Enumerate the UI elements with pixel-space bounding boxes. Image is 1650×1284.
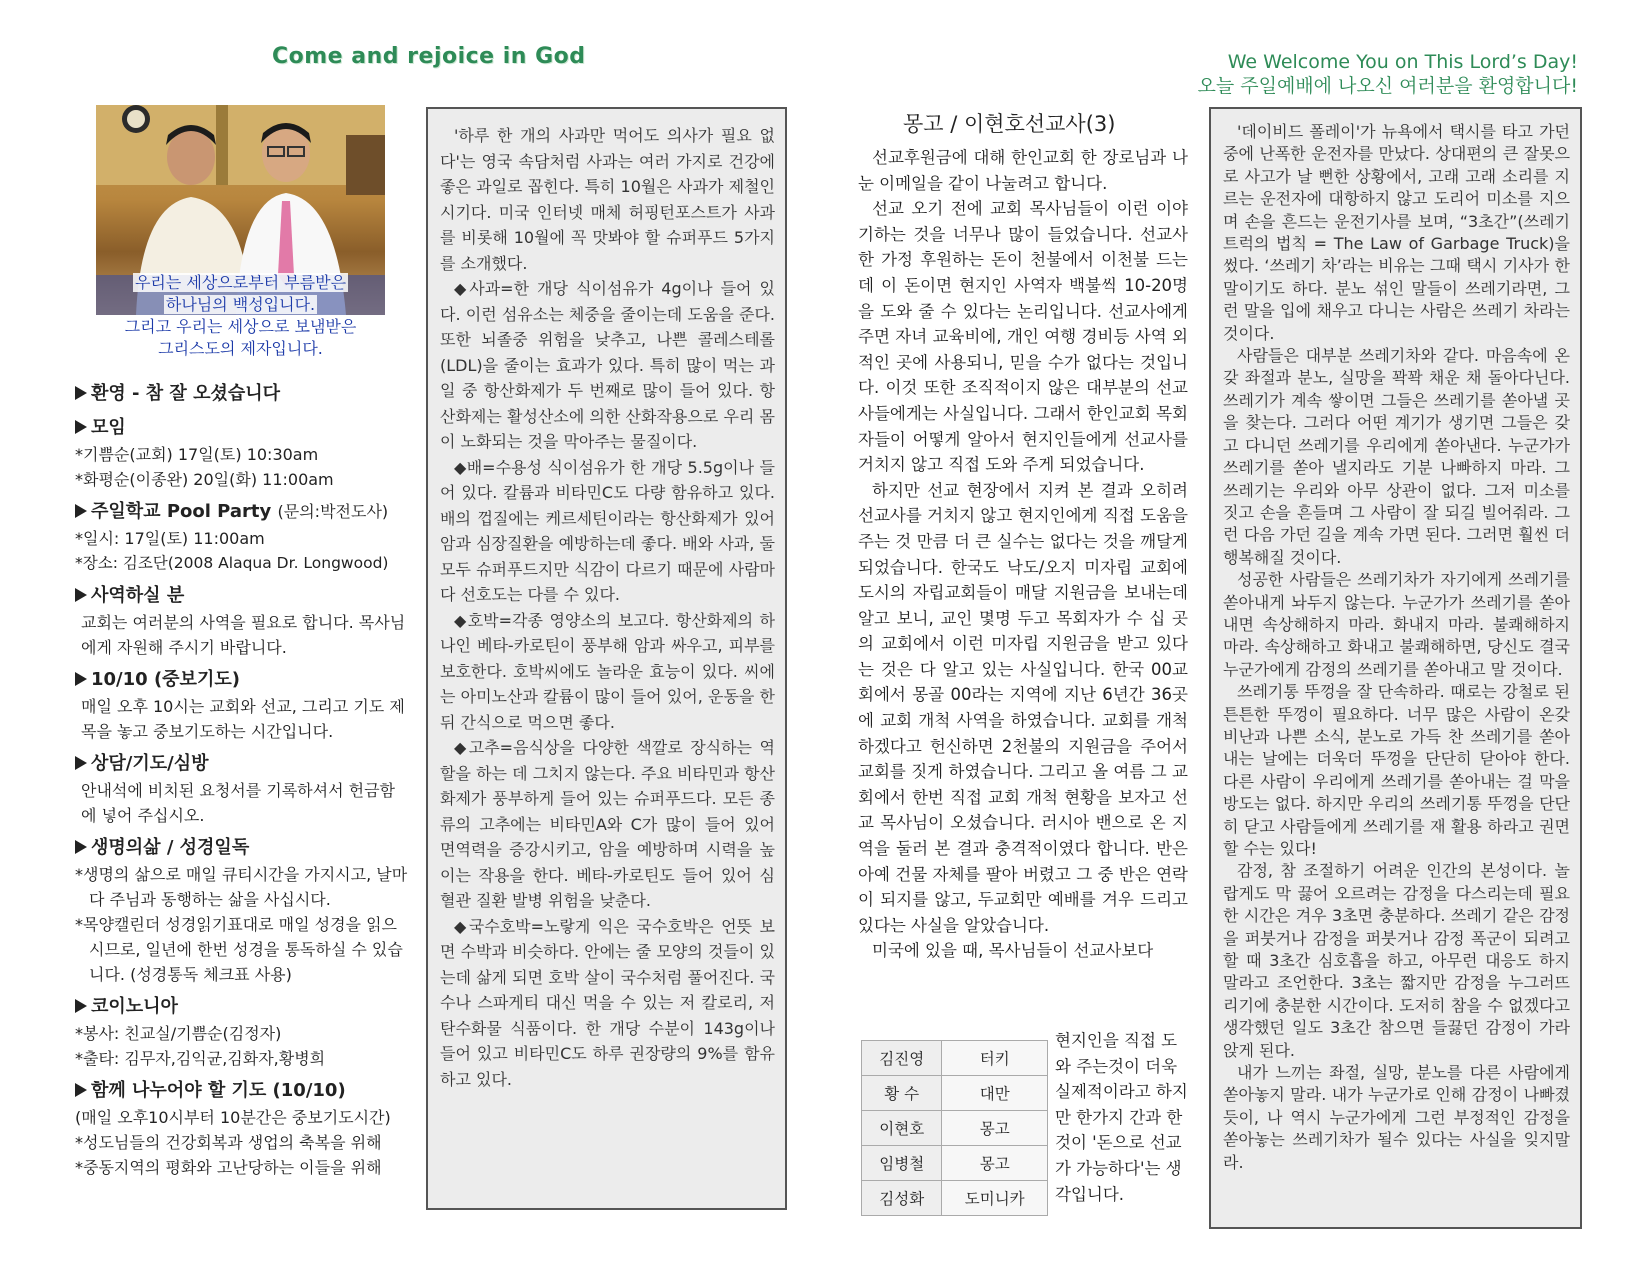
missionary-name: 이현호 <box>862 1111 942 1146</box>
meeting-heading: 모임 <box>75 414 410 442</box>
article-paragraph: ◆고추=음식상을 다양한 색깔로 장식하는 역할을 하는 데 그치지 않는다. 주요 비타민과 항산화제가 풍부하게 들어 있는 슈퍼푸드다. 모든 종류의 고추에는 비타민A와 C가 많이 들어 있어 면역력을 증강시키고, 암을 예방하며 시력을 높이는 작용을 한다. 베타-카로틴도 들어 있어 심혈관 질환 발병 위험을 낮춘다. <box>440 738 775 910</box>
bible-item: *생명의 삶으로 매일 큐티시간을 가지시고, 날마다 주님과 동행하는 삶을 사십시다. <box>75 865 408 909</box>
prayer-1010-text: 매일 오후 10시는 교회와 선교, 그리고 기도 제목을 놓고 중보기도하는 시간입니다. <box>81 697 405 741</box>
article-paragraph: ◆배=수용성 식이섬유가 한 개당 5.5g이나 들어 있다. 칼륨과 비타민C도 다량 함유하고 있다. 배의 껍질에는 케르세틴이라는 항산화제가 있어 암과 심장질환을 예방하는데 좋다. 배와 사과, 둘 모두 슈퍼푸드지만 식감이 다르기 때문에 사람마다 선호도는 다를 수 있다. <box>440 457 775 604</box>
superfood-article-box <box>426 107 787 1210</box>
triangle-bullet-icon <box>75 756 87 770</box>
bible-heading: 생명의삶 / 성경일독 <box>75 834 410 862</box>
caption-line: 하나님의 백성입니다. <box>165 295 316 314</box>
article-paragraph: 내가 느끼는 좌절, 실망, 분노를 다른 사람에게 쏟아놓지 말라. 내가 누군가로 인해 감정이 나빠졌듯이, 나 역시 누군가에게 그런 부정적인 감정을 쏟아놓는 쓰레기차가 될수 있다는 사실을 잊지말라. <box>1223 1063 1570 1172</box>
welcome-heading: 환영 - 참 잘 오셨습니다 <box>75 380 410 408</box>
pool-party-item: *일시: 17일(토) 11:00am <box>75 529 265 548</box>
missionary-country: 도미니카 <box>942 1181 1048 1216</box>
koinonia-heading: 코이노니아 <box>75 993 410 1021</box>
caption-line: 그리고 우리는 세상으로 보냄받은 <box>124 317 357 336</box>
triangle-bullet-icon <box>75 840 87 854</box>
triangle-bullet-icon <box>75 386 87 400</box>
header-welcome <box>1197 50 1578 98</box>
missionary-name: 김진영 <box>862 1041 942 1076</box>
article-paragraph: ◆국수호박=노랗게 익은 국수호박은 언뜻 보면 수박과 비슷하다. 안에는 줄 모양의 것들이 있는데 삶게 되면 호박 살이 국수처럼 풀어진다. 국수나 스파게티 대신 먹을 수 있는 저 칼로리, 저 탄수화물 식품이다. 한 개당 수분이 143g이나 들어 있고 비타민C도 하루 권장량의 9%를 함유하고 있다. <box>440 916 775 1089</box>
meeting-item: *화평순(이종완) 20일(화) 11:00am <box>75 470 334 489</box>
table-row <box>862 1076 1048 1111</box>
pool-party-heading: 주일학교 Pool Party (문의:박전도사) <box>75 498 410 526</box>
koinonia-item: *봉사: 친교실/기쁨순(김정자) <box>75 1024 282 1043</box>
table-row <box>862 1181 1048 1216</box>
letter-tail: 현지인을 직접 도와 주는것이 더욱 실제적이라고 하지만 한가지 간과 한 것이 '돈으로 선교가 가능하다'는 생각입니다. <box>1055 1031 1188 1204</box>
ministry-text: 교회는 여러분의 사역을 필요로 합니다. 목사님에게 자원해 주시기 바랍니다. <box>81 613 406 657</box>
table-row <box>862 1111 1048 1146</box>
shared-prayer-item: *중동지역의 평화와 고난당하는 이들을 위해 <box>75 1158 382 1177</box>
missionary-country: 몽고 <box>942 1146 1048 1181</box>
garbage-truck-article-box <box>1209 107 1582 1229</box>
caption-line: 그리스도의 제자입니다. <box>158 339 323 358</box>
letter-paragraph: 미국에 있을 때, 목사님들이 선교사보다 <box>872 941 1154 961</box>
header-left-title: Come and rejoice in God <box>272 44 586 69</box>
letter-paragraph: 하지만 선교 현장에서 지켜 본 결과 오히려 선교사를 거치지 않고 현지인에게 직접 도움을 주는 것 만큼 더 큰 실수는 없다는 것을 깨달게 되었습니다. 한국도 낙도/오지 미자립 교회에 도시의 자립교회들이 매달 지원금을 보내는데 알고 보니, 교인 몇명 두고 목회자가 수 십 곳의 교회에서 이런 미자립 지원금을 받고 있다는 것은 다 알고 있는 사실입니다. 한국 00교회에서 몽골 00라는 지역에 지난 6년간 36곳에 교회 개척 사역을 하였습니다. 교회를 개척하겠다고 헌신하면 2천불의 지원금을 주어서 교회를 짓게 하였습니다. 그리고 올 여름 그 교회에서 한번 직접 교회 개척 현황을 보자고 선교 목사님이 오셨습니다. 러시아 밴으로 온 지역을 둘러 본 결과 충격적이였다 합니다. 반은 아예 건물 자체를 팔아 버렸고 그 중 반은 연락이 되지를 않고, 두교회만 예배를 겨우 드리고 있다는 사실을 알았습니다. <box>858 480 1188 935</box>
header-welcome-ko: 오늘 주일예배에 나오신 여러분을 환영합니다! <box>1197 75 1578 97</box>
missionary-country: 대만 <box>942 1076 1048 1111</box>
header-welcome-en: We Welcome You on This Lord’s Day! <box>1227 51 1578 73</box>
bible-item: *목양캘린더 성경읽기표대로 매일 성경을 읽으시므로, 일년에 한번 성경을 통독하실 수 있습니다. (성경통독 체크표 사용) <box>75 915 403 984</box>
caption-line: 우리는 세상으로부터 부름받은 <box>134 273 347 292</box>
shared-prayer-heading: 함께 나누어야 할 기도 (10/10) <box>75 1077 410 1105</box>
photo-caption <box>96 272 385 360</box>
meeting-item: *기쁨순(교회) 17일(토) 10:30am <box>75 445 319 464</box>
missionary-title: 몽고 / 이현호선교사(3) <box>903 112 1116 136</box>
letter-paragraph: 선교후원금에 대해 한인교회 한 장로님과 나눈 이메일을 같이 나눌려고 합니다. <box>858 148 1188 193</box>
article-paragraph: '데이비드 폴레이'가 뉴욕에서 택시를 타고 가던 중에 난폭한 운전자를 만났다. 상대편의 큰 잘못으로 사고가 날 뻔한 상황에서, 고래 고래 소리를 지르는 운전자에 대항하지 않고 도리어 미소를 지으며 손을 흔드는 운전기사를 보며, “3초간”(쓰레기 트럭의 법칙 = The Law of Garbage Truck)을 썼다. ‘쓰레기 차’라는 비유는 그때 택시 기사가 한 말이기도 하다. 분노 섞인 말들이 쓰레기라면, 그런 말을 입에 채우고 다니는 사람은 쓰레기 차라는 것이다. <box>1223 122 1570 343</box>
missionary-letter <box>858 145 1188 964</box>
ministry-heading: 사역하실 분 <box>75 582 410 610</box>
koinonia-item: *출타: 김무자,김익균,김화자,황병희 <box>75 1049 326 1068</box>
article-paragraph: ◆사과=한 개당 식이섬유가 4g이나 들어 있다. 이런 섬유소는 체중을 줄이는데 도움을 준다. 또한 뇌졸중 위험을 낮추고, 나쁜 콜레스테롤(LDL)을 줄이는 효과가 있다. 특히 많이 먹는 과일 중 항산화제가 두 번째로 많이 들어 있다. 항산화제는 활성산소에 의한 산화작용으로 우리 몸이 노화되는 것을 막아주는 물질이다. <box>440 279 775 451</box>
shared-prayer-item: (매일 오후10시부터 10분간은 중보기도시간) <box>75 1108 391 1127</box>
triangle-bullet-icon <box>75 504 87 518</box>
article-paragraph: 쓰레기통 뚜껑을 잘 단속하라. 때로는 강철로 된 튼튼한 뚜껑이 필요하다. 너무 많은 사람이 온갖 비난과 나쁜 소식, 분노로 가득 찬 쓰레기를 쏟아내는 날에는 더욱더 뚜껑을 단단히 닫아야 한다. 다른 사람이 우리에게 쓰레기를 쏟아내는 걸 막을 방도는 없다. 하지만 우리의 쓰레기통 뚜껑을 단단히 닫고 사람들에게 쓰레기를 재 활용 하라고 권면할 수는 있다! <box>1223 682 1570 858</box>
table-row <box>862 1146 1048 1181</box>
shared-prayer-item: *성도님들의 건강회복과 생업의 축복을 위해 <box>75 1133 382 1152</box>
missionary-name: 황 수 <box>862 1076 942 1111</box>
missionary-table <box>861 1040 1048 1216</box>
article-paragraph: '하루 한 개의 사과만 먹어도 의사가 필요 없다'는 영국 속담처럼 사과는 여러 가지로 건강에 좋은 과일로 꼽힌다. 특히 10월은 사과가 제철인 시기다. 미국 인터넷 매체 허핑턴포스트가 사과를 비롯해 10월에 꼭 맛봐야 할 슈퍼푸드 5가지를 소개했다. <box>440 126 775 273</box>
missionary-name: 임병철 <box>862 1146 942 1181</box>
triangle-bullet-icon <box>75 1083 87 1097</box>
table-row <box>862 1041 1048 1076</box>
article-paragraph: 감정, 참 조절하기 어려운 인간의 본성이다. 놀랍게도 막 끓어 오르려는 감정을 다스리는데 필요한 시간은 겨우 3초면 충분하다. 쓰레기 같은 감정을 퍼붓거나 감정을 퍼붓거나 감정 폭군이 되려고 할 때 3초간 심호흡을 하고, 아무런 대응도 하지 말라고 조언한다. 3초는 짧지만 감정을 누그러뜨리기에 충분한 시간이다. 도저히 참을 수 없겠다고 생각했던 일도 3초간 참으면 들끓던 감정이 가라앉게 된다. <box>1223 861 1570 1060</box>
missionary-country: 터키 <box>942 1041 1048 1076</box>
triangle-bullet-icon <box>75 999 87 1013</box>
counseling-heading: 상담/기도/심방 <box>75 750 410 778</box>
article-paragraph: 사람들은 대부분 쓰레기차와 같다. 마음속에 온갖 좌절과 분노, 실망을 꽉꽉 채운 채 돌아다닌다. 쓰레기가 계속 쌓이면 그들은 쓰레기를 쏟아낼 곳을 찾는다. 그러다 어떤 계기가 생기면 그들은 갖고 다니던 쓰레기를 우리에게 쏟아낸다. 누군가가 쓰레기를 쏟아 낼지라도 기분 나빠하지 마라. 그 쓰레기는 우리와 아무 상관이 없다. 그저 미소를 짓고 손을 흔들며 그 사람이 잘 되길 빌어줘라. 그런 다음 가던 길을 계속 가면 된다. 그러면 훨씬 더 행복해질 것이다. <box>1223 346 1570 567</box>
pool-party-item: *장소: 김조단(2008 Alaqua Dr. Longwood) <box>75 554 389 572</box>
counseling-text: 안내석에 비치된 요청서를 기록하셔서 헌금함에 넣어 주십시오. <box>81 781 396 825</box>
article-paragraph: ◆호박=각종 영양소의 보고다. 항산화제의 하나인 베타-카로틴이 풍부해 암과 싸우고, 피부를 보호한다. 호박씨에도 놀라운 효능이 있다. 씨에는 아미노산과 칼륨이 많이 들어 있어, 운동을 한 뒤 간식으로 먹으면 좋다. <box>440 610 775 732</box>
triangle-bullet-icon <box>75 420 87 434</box>
triangle-bullet-icon <box>75 672 87 686</box>
announcements <box>75 374 410 1180</box>
prayer-1010-heading: 10/10 (중보기도) <box>75 666 410 694</box>
missionary-name: 김성화 <box>862 1181 942 1216</box>
letter-paragraph: 선교 오기 전에 교회 목사님들이 이런 이야기하는 것을 너무나 많이 들었습니다. 선교사 한 가정 후원하는 돈이 천불에서 이천불 드는데 이 돈이면 현지인 사역자 백불씩 10-20명을 도와 줄 수 있다는 논리입니다. 선교사에게 주면 자녀 교육비에, 개인 여행 경비등 사역 외적인 곳에 사용되니, 믿을 수가 없다는 것입니다. 이것 또한 조직적이지 않은 대부분의 선교사들에게는 사실입니다. 그래서 한인교회 목회자들이 어떻게 알아서 현지인들에게 선교사를 거치지 않고 직접 도와 주게 되었습니다. <box>858 199 1188 475</box>
article-paragraph: 성공한 사람들은 쓰레기차가 자기에게 쓰레기를 쏟아내게 놔두지 않는다. 누군가가 쓰레기를 쏟아내면 속상해하지 마라. 화내지 마라. 불쾌해하지 마라. 속상해하고 화내고 불쾌해하면, 당신도 결국 누군가에게 감정의 쓰레기를 쏟아내고 말 것이다. <box>1223 570 1570 679</box>
missionary-country: 몽고 <box>942 1111 1048 1146</box>
triangle-bullet-icon <box>75 588 87 602</box>
